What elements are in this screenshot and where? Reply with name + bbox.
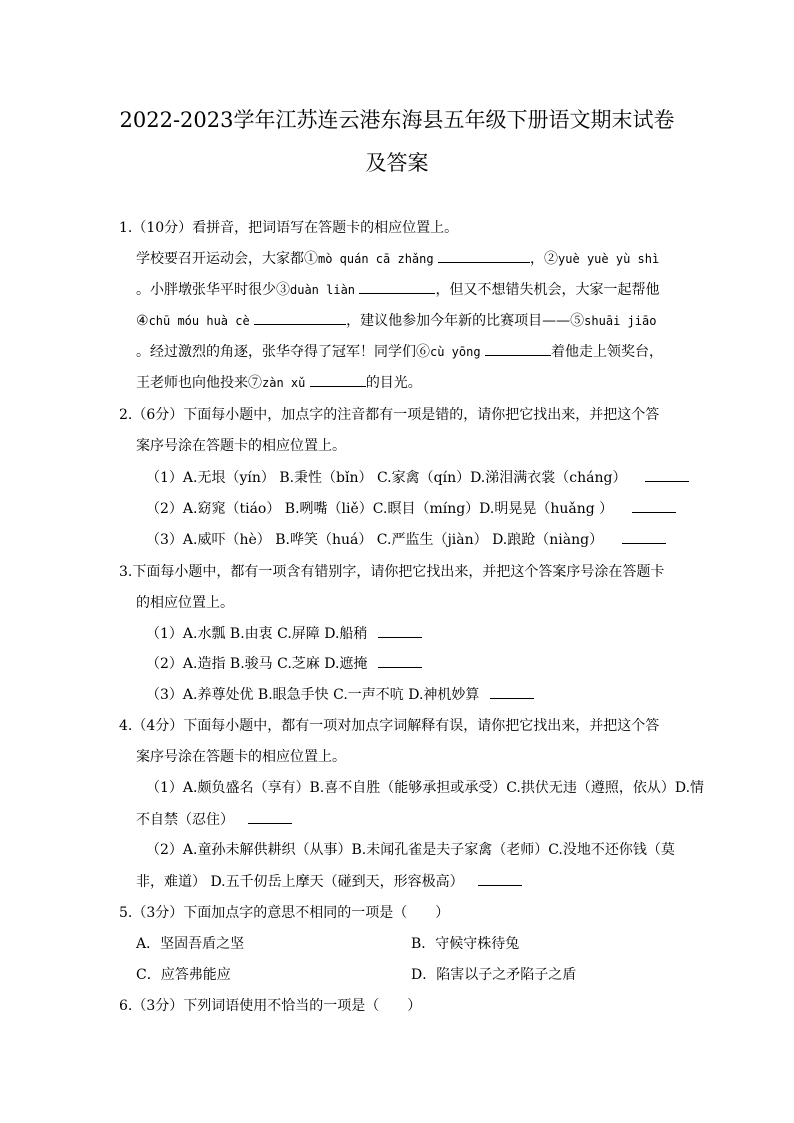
question-2-header: 2.（6分）下面每小题中，加点字的注音都有一项是错的，请你把它找出来，并把这个答 xyxy=(119,407,660,423)
question-4-header-continued: 案序号涂在答题卡的相应位置上。 xyxy=(136,749,346,765)
question-3-item-2 xyxy=(146,653,422,674)
answer-blank[interactable] xyxy=(378,623,422,638)
question-1-header: 1.（10分）看拼音，把词语写在答题卡的相应位置上。 xyxy=(119,220,459,236)
passage-text: ，② xyxy=(530,251,559,267)
passage-text: ，但又不想错失机会，大家一起帮他 xyxy=(435,282,660,298)
item-text: 不自禁（忍住） xyxy=(136,812,234,828)
pinyin: yuè yuè yù shì xyxy=(558,252,660,266)
pinyin: cù yōng xyxy=(430,345,481,359)
answer-blank-6[interactable] xyxy=(485,341,551,356)
item-text: 非，难道） D.五千仞岳上摩天（碰到天，形容极高） xyxy=(136,874,464,890)
answer-blank[interactable] xyxy=(478,871,522,886)
question-5-option-b[interactable]: B．守候守株待兔 xyxy=(411,936,520,952)
question-1-passage-line-3 xyxy=(136,310,656,331)
answer-blank[interactable] xyxy=(490,684,534,699)
passage-text: 王老师也向他投来⑦ xyxy=(136,375,262,391)
question-5-option-d[interactable]: D．陷害以子之矛陷子之盾 xyxy=(411,967,577,983)
question-4-header: 4.（4分）下面每小题中，都有一项对加点字词解释有误，请你把它找出来，并把这个答 xyxy=(119,718,660,734)
item-text: （1）A.无垠（yín） B.秉性（bǐn） C.家禽（qín）D.涕泪满衣裳（cháng） xyxy=(146,470,627,486)
pinyin: chū móu huà cè xyxy=(148,314,250,328)
item-text: （3）A.威吓（hè） B.哗笑（huá） C.严监生（jiàn） D.踉跄（niàng） xyxy=(146,532,604,548)
item-text: （3）A.养尊处优 B.眼急手快 C.一声不吭 D.神机妙算 xyxy=(146,687,480,703)
question-2-item-1 xyxy=(146,467,689,488)
passage-text: 。经过激烈的角逐，张华夺得了冠军！同学们⑥ xyxy=(136,344,430,360)
answer-blank-1[interactable] xyxy=(438,248,530,263)
question-3-header: 3.下面每小题中，都有一项含有错别字，请你把它找出来，并把这个答案序号涂在答题卡 xyxy=(119,564,665,580)
question-1-passage-line-1 xyxy=(136,248,659,269)
passage-text: ④ xyxy=(136,313,149,329)
question-4-item-2-continued xyxy=(136,871,522,892)
item-text: （1）A.水瓢 B.由衷 C.屏障 D.船稍 xyxy=(146,626,368,642)
answer-blank[interactable] xyxy=(622,529,666,544)
question-1-passage-line-4 xyxy=(136,341,663,362)
answer-blank[interactable] xyxy=(378,653,422,668)
answer-blank[interactable] xyxy=(248,809,292,824)
question-1-passage-line-5 xyxy=(136,372,422,393)
answer-blank-7[interactable] xyxy=(310,372,366,387)
answer-blank[interactable] xyxy=(632,498,676,513)
question-5-header: 5.（3分）下面加点字的意思不相同的一项是（ ） xyxy=(119,905,450,921)
question-5-option-a[interactable]: A．坚固吾盾之坚 xyxy=(136,936,245,952)
item-text: （2）A.窈窕（tiáo） B.咧嘴（liě）C.瞑目（míng）D.明晃晃（huǎng ） xyxy=(146,501,614,517)
item-text: （2）A.造指 B.骏马 C.芝麻 D.遮掩 xyxy=(146,656,368,672)
answer-blank-4[interactable] xyxy=(254,310,346,325)
question-1-passage-line-2 xyxy=(136,279,659,300)
question-2-header-continued: 案序号涂在答题卡的相应位置上。 xyxy=(136,438,346,454)
question-6-header: 6.（3分）下列词语使用不恰当的一项是（ ） xyxy=(119,998,422,1014)
passage-text: 学校要召开运动会，大家都① xyxy=(136,251,318,267)
pinyin: mò quán cā zhǎng xyxy=(318,252,434,266)
document-title-continued: 及答案 xyxy=(365,151,429,175)
question-2-item-3 xyxy=(146,529,666,550)
passage-text: 的目光。 xyxy=(365,375,422,391)
pinyin: duàn liàn xyxy=(290,283,356,297)
answer-blank-3[interactable] xyxy=(359,279,435,294)
question-4-item-1: （1）A.颇负盛名（享有）B.喜不自胜（能够承担或承受）C.拱伏无违（遵照，依从）D.情 xyxy=(146,780,705,796)
question-4-item-1-continued xyxy=(136,809,292,830)
pinyin: zàn xǔ xyxy=(262,376,306,390)
document-title: 2022-2023学年江苏连云港东海县五年级下册语文期末试卷 xyxy=(119,108,675,132)
passage-text: 。小胖墩张华平时很少③ xyxy=(136,282,290,298)
answer-blank[interactable] xyxy=(645,467,689,482)
question-2-item-2 xyxy=(146,498,676,519)
question-5-option-c[interactable]: C．应答弗能应 xyxy=(136,967,231,983)
passage-text: 着他走上领奖台， xyxy=(551,344,664,360)
question-3-header-continued: 的相应位置上。 xyxy=(136,595,234,611)
passage-text: ，建议他参加今年新的比赛项目——⑤ xyxy=(346,313,585,329)
question-4-item-2: （2）A.童孙未解供耕织（从事）B.未闻孔雀是夫子家禽（老师）C.没地不还你钱（莫 xyxy=(146,842,675,858)
pinyin: shuāi jiāo xyxy=(584,314,657,328)
question-3-item-3 xyxy=(146,684,534,705)
question-3-item-1 xyxy=(146,623,422,644)
